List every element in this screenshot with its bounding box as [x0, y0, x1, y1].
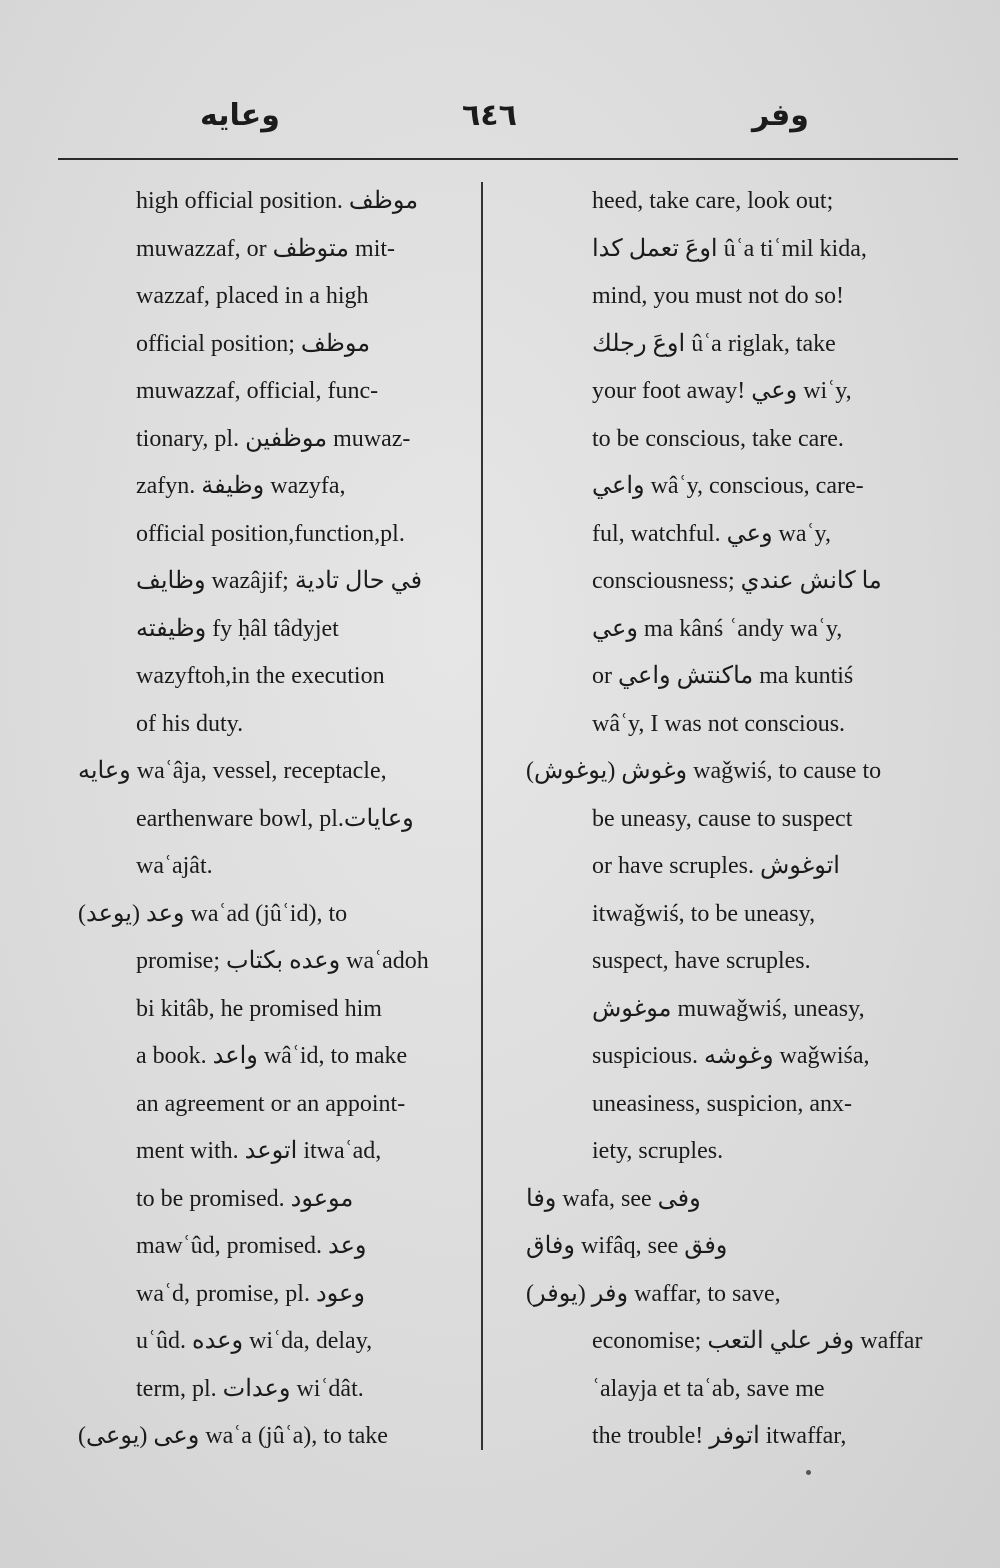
entry-line: to be conscious, take care.	[592, 425, 844, 452]
entry-line: heed, take care, look out;	[592, 188, 834, 214]
entry-line: of his duty.	[136, 710, 244, 737]
entry-line: wâʿy, I was not conscious.	[592, 710, 846, 737]
entry-line: وعي ma kânś ʿandy waʿy,	[592, 615, 843, 642]
entry-line: uneasiness, suspicion, anx-	[592, 1090, 852, 1117]
entry-line: promise; وعده بكتاب waʿadoh	[136, 948, 429, 974]
entry-line: موغوش muwaǧwiś, uneasy,	[592, 995, 865, 1022]
entry-line: mawʿûd, promised. وعد	[136, 1233, 367, 1259]
entry-line: itwaǧwiś, to be uneasy,	[592, 900, 816, 927]
entry-line: or have scruples. اتوغوش	[592, 853, 840, 879]
entry-line: high official position. موظف	[136, 188, 419, 214]
entry-line: wazyftoh,in the execution	[136, 663, 385, 689]
entry-line: ful, watchful. وعي waʿy,	[592, 520, 831, 547]
entry-line: iety, scruples.	[592, 1138, 724, 1164]
entry-line: وغوش (يوغوش) waǧwiś, to cause to	[526, 758, 882, 784]
entry-line: اوعَ تعمل كدا ûʿa tiʿmil kida,	[592, 235, 867, 262]
entry-line: وعى (يوعى) waʿa (jûʿa), to take	[78, 1423, 388, 1449]
entry-line: ʿalayja et taʿab, save me	[592, 1375, 825, 1402]
entry-line: an agreement or an appoint-	[136, 1090, 406, 1117]
entry-line: or ماكنتش واعي ma kuntiś	[592, 663, 854, 689]
entry-line: tionary, pl. موظفين muwaz-	[136, 425, 411, 452]
header-right-word: وفر	[752, 98, 809, 133]
entry-line: suspect, have scruples.	[592, 948, 811, 974]
right-column	[526, 178, 936, 1461]
entry-line: uʿûd. وعده wiʿda, delay,	[136, 1328, 373, 1354]
column-divider	[481, 182, 483, 1450]
entry-line: ment with. اتوعد itwaʿad,	[136, 1138, 382, 1164]
header-left-word: وعايه	[200, 98, 280, 133]
entry-line: waʿajât.	[136, 853, 213, 879]
entry-line: official position,function,pl.	[136, 520, 405, 547]
entry-line: وفاق wifâq, see وفق	[526, 1233, 728, 1259]
left-column	[78, 178, 478, 1461]
entry-line: bi kitâb, he promised him	[136, 995, 382, 1022]
entry-line: wazzaf, placed in a high	[136, 283, 369, 309]
entry-line: waʿd, promise, pl. وعود	[136, 1280, 365, 1307]
entry-line: اوعَ رجلك ûʿa riglak, take	[592, 330, 836, 357]
entry-line: the trouble! اتوفر itwaffar,	[592, 1423, 847, 1449]
entry-line: وفر (يوفر) waffar, to save,	[526, 1280, 781, 1307]
entry-line: be uneasy, cause to suspect	[592, 805, 853, 832]
entry-line: your foot away! وعي wiʿy,	[592, 378, 852, 404]
entry-line: term, pl. وعدات wiʿdât.	[136, 1375, 364, 1402]
entry-line: muwazzaf, or متوظف mit-	[136, 235, 396, 262]
entry-line: واعي wâʿy, conscious, care-	[592, 473, 864, 499]
entry-line: zafyn. وظيفة wazyfa,	[136, 473, 346, 499]
entry-line: to be promised. موعود	[136, 1185, 354, 1212]
entry-line: earthenware bowl, pl.وعايات	[136, 805, 414, 832]
entry-line: وظيفته fy ḥâl tâdyjet	[136, 615, 339, 642]
entry-line: وعايه waʿâja, vessel, receptacle,	[78, 758, 387, 784]
page-number: ٦٤٦	[462, 98, 517, 133]
entry-line: consciousness; ما كانش عندي	[592, 568, 882, 594]
entry-line: a book. واعد wâʿid, to make	[136, 1043, 408, 1069]
entry-line: وظايف wazâjif; في حال تادية	[136, 568, 423, 594]
entry-line: وعد (يوعد) waʿad (jûʿid), to	[78, 900, 348, 927]
header-rule	[58, 158, 958, 160]
print-speck	[806, 1470, 811, 1475]
entry-line: mind, you must not do so!	[592, 283, 845, 309]
entry-line: suspicious. وغوشه waǧwiśa,	[592, 1043, 870, 1069]
entry-line: economise; وفر علي التعب waffar	[592, 1328, 923, 1354]
entry-line: official position; موظف	[136, 330, 371, 357]
entry-line: muwazzaf, official, func-	[136, 378, 379, 404]
entry-line: وفا wafa, see وفى	[526, 1185, 701, 1212]
